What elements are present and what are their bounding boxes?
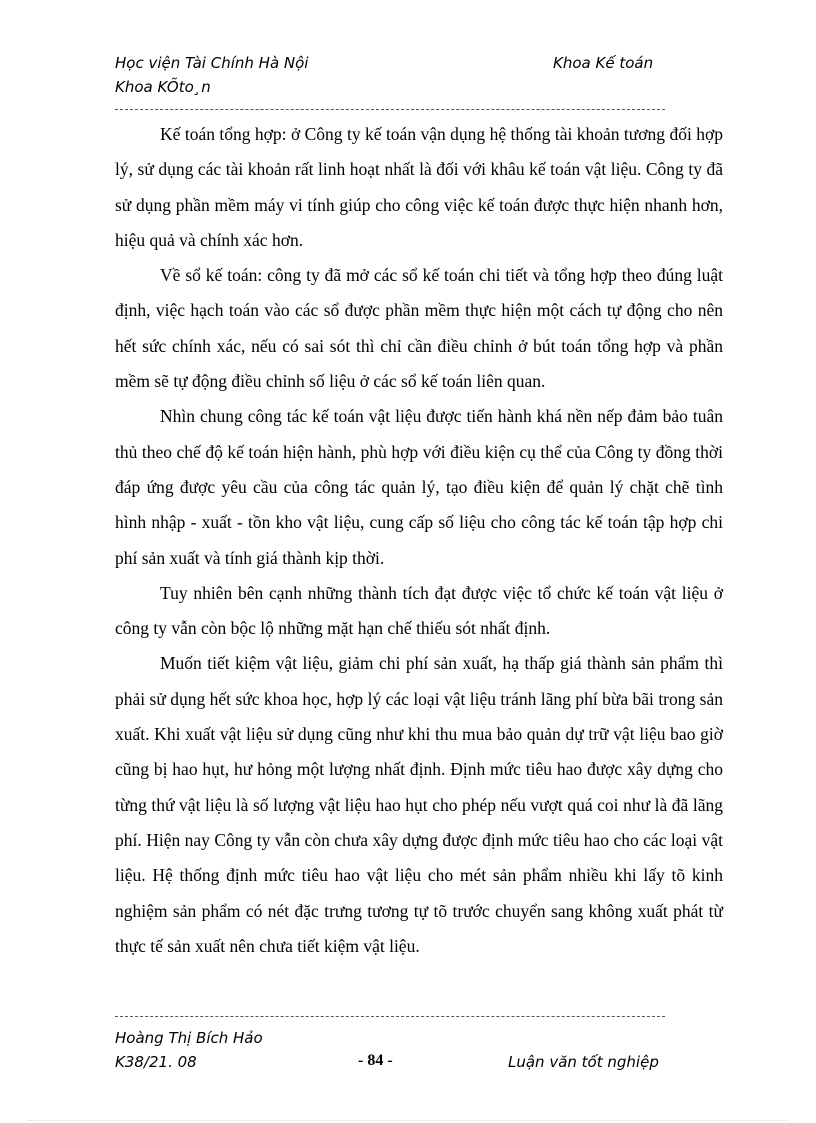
paragraph-limitations: Tuy nhiên bên cạnh những thành tích đạt được việc tổ chức kế toán vật liệu ở công ty vẫn còn bộc lộ những mặt hạn chế thiếu sót nhất định.: [115, 582, 723, 639]
page-bottom-edge: [28, 1120, 788, 1121]
header-department: Khoa Kế toán: [553, 54, 654, 72]
page-number: - 84 -: [358, 1052, 393, 1069]
footer-divider: [115, 1016, 665, 1017]
footer-class-code: K38/21. 08: [115, 1053, 197, 1071]
paragraph-overview: Nhìn chung công tác kế toán vật liệu được tiến hành khá nền nếp đảm bảo tuân thủ theo chế độ kế toán hiện hành, phù hợp với điều kiện cụ thể của Công ty đồng thời đáp ứng được yêu cầu của công tác quản lý, tạo điều kiện để quản lý chặt chẽ tình hình nhập - xuất - tồn kho vật liệu, cung cấp số liệu cho công tác kế toán tập hợp chi phí sản xuất và tính giá thành kịp thời.: [115, 406, 723, 568]
header-institution: Học viện Tài Chính Hà Nội: [115, 54, 309, 72]
paragraph-material-saving: Muốn tiết kiệm vật liệu, giảm chi phí sản xuất, hạ thấp giá thành sản phẩm thì phải sử dụng hết sức khoa học, hợp lý các loại vật liệu tránh lãng phí bừa bãi trong sản xuất. Khi xuất vật liệu sử dụng cũng như khi thu mua bảo quản dự trữ vật liệu bao giờ cũng bị hao hụt, hư hỏng một lượng nhất định. Định mức tiêu hao được xây dựng cho từng thứ vật liệu là số lượng vật liệu hao hụt cho phép nếu vượt quá coi như là đã lãng phí. Hiện nay Công ty vẫn còn chưa xây dựng được định mức tiêu hao cho các loại vật liệu. Hệ thống định mức tiêu hao vật liệu cho mét sản phẩm nhiều khi lấy tõ kinh nghiệm sản phẩm có nét đặc trưng tương tự tõ trước chuyển sang không xuất phát từ thực tế sản xuất nên chưa tiết kiệm vật liệu.: [115, 653, 723, 956]
paragraph-general-accounting: Kế toán tổng hợp: ở Công ty kế toán vận dụng hệ thống tài khoản tương đối hợp lý, sử dụng các tài khoản rất linh hoạt nhất là đối với khâu kế toán vật liệu. Công ty đã sử dụng phần mềm máy vi tính giúp cho công việc kế toán được thực hiện nhanh hơn, hiệu quả và chính xác hơn.: [115, 124, 723, 250]
footer-document-type: Luận văn tốt nghiệp: [508, 1053, 659, 1071]
document-body: [115, 117, 723, 964]
footer-author: Hoàng Thị Bích Hảo: [115, 1029, 263, 1047]
header-department-garbled: Khoa KÕto¸n: [115, 78, 211, 96]
header-divider: [115, 109, 665, 110]
paragraph-accounting-books: Về sổ kế toán: công ty đã mở các sổ kế toán chi tiết và tổng hợp theo đúng luật định, việc hạch toán vào các sổ được phần mềm thực hiện một cách tự động cho nên hết sức chính xác, nếu có sai sót thì chỉ cần điều chỉnh ở bút toán tổng hợp và phần mềm sẽ tự động điều chỉnh số liệu ở các sổ kế toán liên quan.: [115, 265, 723, 392]
